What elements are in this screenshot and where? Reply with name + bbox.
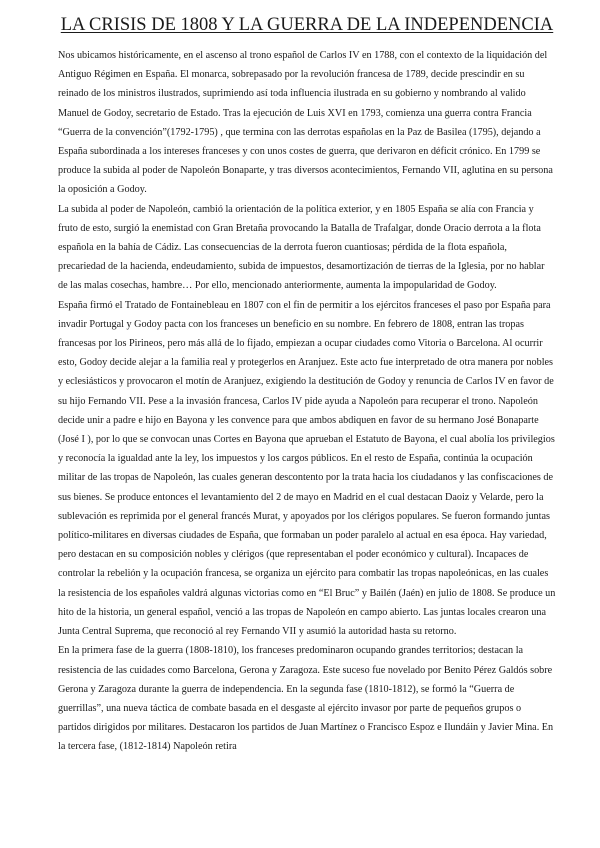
- paragraph-3: España firmó el Tratado de Fontainebleau en 1807 con el fin de permitir a los ejércitos franceses el paso por España para invadir Portugal y Godoy pacta con los franceses un beneficio en su nombre. En febrero de 1808, entran las tropas francesas por los Pirineos, pero más allá de lo fijado, empiezan a ocupar ciudades como Vitoria o Barcelona. Al ocurrir esto, Godoy decide alejar a la familia real y protegerlos en Aranjuez. Este acto fue interpretado de otra manera por nobles y eclesiásticos y provocaron el motín de Aranjuez, exigiendo la destitución de Godoy y renuncia de Carlos IV en favor de su hijo Fernando VII. Pese a la invasión francesa, Carlos IV pide ayuda a Napoleón para recuperar el trono. Napoleón decide unir a padre e hijo en Bayona y les convence para que ambos abdiquen en favor de su hermano José Bonaparte (José I ), por lo que se convocan unas Cortes en Bayona que aprueban el Estatuto de Bayona, el cual abolía los privilegios y reconocía la igualdad ante la ley, los impuestos y los cargos públicos. En el resto de España, continúa la ocupación militar de las tropas de Napoleón, las cuales generan descontento por la trata hacia los ciudadanos y las confiscaciones de sus bienes. Se produce entonces el levantamiento del 2 de mayo en Madrid en el cual destacan Daoiz y Velarde, pero la sublevación es reprimida por el general francés Murat, y apoyados por los clérigos populares. Se fueron formando juntas político-militares en diversas ciudades de España, que formaban un poder paralelo al actual en esa época. Hay variedad, pero destacan en su composición nobles y clérigos (que representaban el poder económico y cultural). Incapaces de controlar la rebelión y la ocupación francesa, se organiza un ejército para combatir las tropas napoleónicas, en las cuales la resistencia de los españoles valdrá algunas victorias como en “El Bruc” y Bailén (Jaén) en julio de 1808. Se produce un hito de la historia, un general español, venció a las tropas de Napoleón en campo abierto. Las juntas locales crearon una Junta Central Suprema, que reconoció al rey Fernando VII y asumió la autoridad hasta su retorno.: [58, 299, 556, 638]
- paragraph-2: La subida al poder de Napoleón, cambió la orientación de la política exterior, y en 1805 España se alía con Francia y fruto de esto, surgió la enemistad con Gran Bretaña provocando la Batalla de Trafalgar, donde Oracio derrota a la flota española en la bahía de Cádiz. Las consecuencias de la derrota fueron cuantiosas; pérdida de la flota española, precariedad de la hacienda, endeudamiento, subida de impuestos, desamortización de tierras de la Iglesia, por no hablar de las malas cosechas, hambre… Por ello, mencionado anteriormente, aumenta la impopularidad de Godoy.: [58, 203, 545, 292]
- document-title: LA CRISIS DE 1808 Y LA GUERRA DE LA INDEPENDENCIA: [60, 15, 554, 35]
- paragraph-1: Nos ubicamos históricamente, en el ascenso al trono español de Carlos IV en 1788, con el contexto de la liquidación del Antiguo Régimen en España. El monarca, sobrepasado por la revolución francesa de 1789, decide prescindir en su reinado de los ministros ilustrados, suprimiendo así toda influencia ilustrada en su gobierno y nombrando al valido Manuel de Godoy, secretario de Estado. Tras la ejecución de Luis XVI en 1793, comienza una guerra contra Francia “Guerra de la convención”(1792-1795) , que termina con las derrotas españolas en la Paz de Basilea (1795), dejando a España subordinada a los intereses franceses y con unos costes de guerra, que derivaron en déficit crónico. En 1799 se produce la subida al poder de Napoleón Bonaparte, y tras diversos acontecimientos, Fernando VII, aglutina en su persona la oposición a Godoy.: [58, 50, 553, 196]
- document-body: [58, 46, 556, 757]
- paragraph-4: En la primera fase de la guerra (1808-1810), los franceses predominaron ocupando grandes territorios; destacan la resistencia de las cuidades como Barcelona, Gerona y Zaragoza. Este suceso fue novelado por Benito Pérez Galdós sobre Gerona y Zaragoza durante la guerra de independencia. En la segunda fase (1810-1812), se formó la “Guerra de guerrillas”, una nueva táctica de combate basada en el desgaste al ejército invasor por parte de pequeños grupos o partidos dirigidos por militares. Destacaron los partidos de Juan Martínez o Francisco Espoz e Ilundáin y Javier Mina. En la tercera fase, (1812-1814) Napoleón retira: [58, 645, 554, 753]
